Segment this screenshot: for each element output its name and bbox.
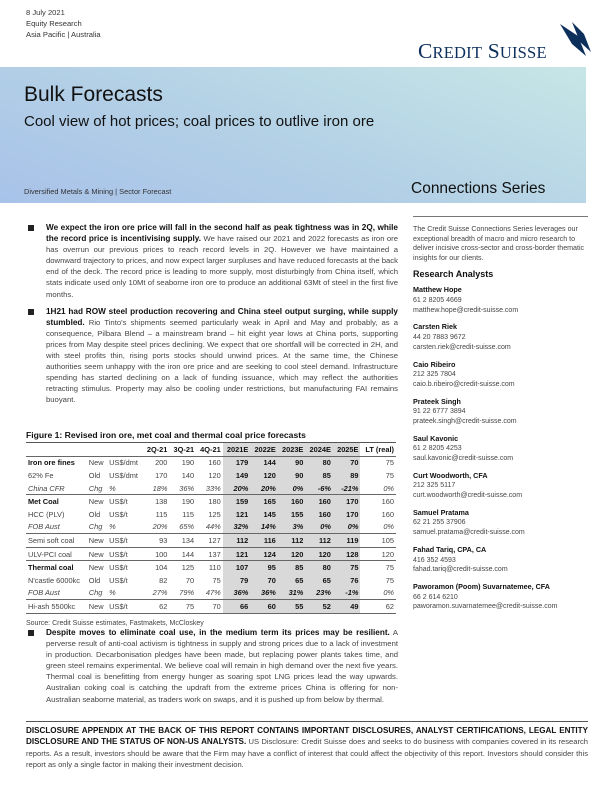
analyst-email-link[interactable]: samuel.pratama@credit-suisse.com bbox=[413, 529, 525, 537]
analyst-name: Carsten Riek bbox=[413, 322, 457, 332]
table-cell: 49 bbox=[333, 600, 361, 614]
col-header: 2024E bbox=[305, 443, 333, 457]
disclosure-lead: DISCLOSURE APPENDIX AT THE BACK OF THIS REPORT CONTAINS IMPORTANT DISCLOSURES, ANALYST CERTIFICATIONS, LEGAL ENTITY DISCLOSURE AND THE STATUS OF NON-US ANALYSTS. bbox=[26, 726, 588, 747]
report-department: Equity Research bbox=[26, 19, 82, 29]
table-cell: 36% bbox=[223, 587, 251, 600]
table-cell: 23% bbox=[305, 587, 333, 600]
analyst-card bbox=[413, 285, 588, 315]
analyst-name: Samuel Pratama bbox=[413, 507, 469, 517]
col-header: 2023E bbox=[278, 443, 306, 457]
analysts-heading: Research Analysts bbox=[413, 269, 494, 280]
table-cell: 0% bbox=[360, 482, 396, 495]
table-cell: 90 bbox=[278, 469, 306, 482]
table-header-row bbox=[26, 443, 396, 457]
table-cell: 33% bbox=[196, 482, 223, 495]
sails-icon bbox=[558, 22, 592, 58]
table-row bbox=[26, 456, 396, 469]
table-cell: 75 bbox=[385, 575, 394, 585]
table-cell: 137 bbox=[196, 547, 223, 561]
table-cell: % bbox=[107, 587, 143, 600]
disclosure-body: US Disclosure: Credit Suisse does and seeks to do business with companies covered in its research reports. As a result, investors should be aware that the Firm may have a conflict of interest that could affect the objectivity of this report. Investors should consider this report as only a single factor in making their investment decision. bbox=[26, 737, 588, 769]
analyst-phone: 66 2 614 6210 bbox=[413, 593, 458, 601]
table-cell: 170 bbox=[155, 470, 168, 480]
analyst-email-link[interactable]: caio.b.ribeiro@credit-suisse.com bbox=[413, 380, 515, 388]
table-cell: 149 bbox=[223, 469, 251, 482]
table-row bbox=[26, 508, 396, 521]
table-row bbox=[26, 482, 396, 495]
table-cell: 160 bbox=[381, 497, 394, 507]
analyst-email-link[interactable]: saul.kavonic@credit-suisse.com bbox=[413, 455, 514, 463]
analyst-name: Caio Ribeiro bbox=[413, 359, 456, 369]
bullet-body: We have raised our 2021 and 2022 forecasts as iron ore has overrun our previous prices to reach record levels in 2Q. However we have maintained a downward trajectory to prices, and now expect larger surpluses and have reduced forecasts at the back end of the deck. The record price is leading to more supply, most disturbingly from China itself, which stats indicate used only 10Mt of seaborne iron ore to produce an additional 63Mt of steel in the first five months. bbox=[46, 234, 399, 299]
table-cell: Chg bbox=[87, 521, 107, 534]
title-band bbox=[0, 67, 586, 203]
credit-suisse-logo bbox=[418, 22, 588, 64]
analyst-phone: 212 325 7804 bbox=[413, 371, 456, 379]
table-cell: 144 bbox=[250, 456, 278, 469]
series-intro: The Credit Suisse Connections Series leverages our exceptional breadth of macro and micro research to deliver incisive cross-sector and cross-border thematic insights for our clients. bbox=[413, 225, 585, 262]
table-cell: 31% bbox=[278, 587, 306, 600]
table-cell: 112 bbox=[305, 534, 333, 548]
col-header bbox=[26, 443, 87, 457]
table-cell: Chg bbox=[87, 587, 107, 600]
table-cell: US$/t bbox=[109, 575, 128, 585]
table-cell: 32% bbox=[223, 521, 251, 534]
table-cell: 65 bbox=[305, 574, 333, 587]
table-cell: 200 bbox=[155, 458, 168, 468]
col-header: 2021E bbox=[223, 443, 251, 457]
table-cell: 115 bbox=[182, 509, 195, 519]
table-cell: 159 bbox=[223, 495, 251, 508]
table-row bbox=[26, 469, 396, 482]
analyst-phone: 91 22 6777 3894 bbox=[413, 408, 466, 416]
table-cell: New bbox=[88, 563, 104, 573]
table-cell: N'castle 6000kc bbox=[28, 575, 80, 585]
table-row bbox=[26, 574, 396, 587]
table-cell: 128 bbox=[333, 547, 361, 561]
analyst-email-link[interactable]: prateek.singh@credit-suisse.com bbox=[413, 417, 517, 425]
table-cell: 27% bbox=[143, 587, 170, 600]
table-row bbox=[26, 561, 396, 574]
table-cell: -21% bbox=[333, 482, 361, 495]
table-cell: China CFR bbox=[26, 482, 87, 495]
table-row bbox=[26, 521, 396, 534]
table-cell: Met Coal bbox=[28, 497, 59, 507]
table-cell: 62% Fe bbox=[28, 470, 54, 480]
main-content bbox=[26, 222, 398, 412]
analyst-email-link[interactable]: fahad.tariq@credit-suisse.com bbox=[413, 566, 508, 574]
square-bullet-icon bbox=[28, 309, 34, 315]
table-cell: 0% bbox=[360, 587, 396, 600]
table-cell: 160 bbox=[208, 458, 221, 468]
table-cell: 36% bbox=[250, 587, 278, 600]
main-content-continued bbox=[26, 627, 398, 711]
bullet-point bbox=[26, 627, 398, 705]
analyst-name: Fahad Tariq, CPA, CA bbox=[413, 545, 487, 555]
table-cell: 20% bbox=[223, 482, 251, 495]
table-cell: US$/t bbox=[107, 600, 143, 614]
table-cell: New bbox=[87, 547, 107, 561]
table-cell: 62 bbox=[143, 600, 170, 614]
table-cell: 14% bbox=[250, 521, 278, 534]
analyst-card bbox=[413, 471, 588, 501]
table-cell: 90 bbox=[278, 456, 306, 469]
table-cell: 120 bbox=[360, 547, 396, 561]
table-cell: Old bbox=[88, 470, 101, 480]
analyst-email-link[interactable]: matthew.hope@credit-suisse.com bbox=[413, 306, 519, 314]
table-cell: 120 bbox=[305, 547, 333, 561]
table-row bbox=[26, 600, 396, 614]
table-cell: 36% bbox=[169, 482, 196, 495]
table-cell: 85 bbox=[305, 469, 333, 482]
table-cell: 138 bbox=[155, 497, 168, 507]
table-cell: 120 bbox=[250, 469, 278, 482]
table-cell: 70 bbox=[196, 600, 223, 614]
table-cell: -1% bbox=[333, 587, 361, 600]
table-cell: 70 bbox=[185, 575, 195, 585]
table-cell: 75 bbox=[333, 561, 361, 574]
bullet-lead: Despite moves to eliminate coal use, in the medium term its prices may be resilient. bbox=[46, 628, 390, 637]
col-header: 4Q-21 bbox=[196, 443, 223, 457]
table-cell: 89 bbox=[333, 469, 361, 482]
table-cell: % bbox=[107, 482, 143, 495]
table-cell: 47% bbox=[196, 587, 223, 600]
table-cell: 44% bbox=[196, 521, 223, 534]
page-title: Bulk Forecasts bbox=[24, 83, 163, 106]
table-cell: 190 bbox=[181, 497, 195, 507]
figure-1 bbox=[26, 430, 396, 627]
table-cell: 76 bbox=[333, 574, 361, 587]
table-cell: 82 bbox=[159, 575, 168, 585]
table-cell: Old bbox=[88, 575, 101, 585]
table-cell: 115 bbox=[155, 509, 168, 519]
table-cell: US$/t bbox=[107, 534, 143, 548]
table-cell: 79% bbox=[169, 587, 196, 600]
table-cell: 65 bbox=[278, 574, 306, 587]
table-cell: 110 bbox=[208, 563, 221, 573]
col-header: 2Q-21 bbox=[143, 443, 170, 457]
bullet-body: Rio Tinto's shipments seemed particularly weak in April and May and probably, as a consequence, Pilbara Blend – a mainstream brand – hit eight year lows at China ports, supporting prices from May despite steel prices declining. We expect that ore shortfall will be corrected in 2H, and with steel profits thin, rising ports stocks should unwind prices. At the same time, the Chinese authorities seem unhappy with the iron ore price and are seeking to cool steel demand. Infrastructure spending has started declining on a lack of funding issuance, which may reflect the authorities retracting stimulus. Property may also be cooling under restrictions, but manufacturing FAI remains buoyant. bbox=[46, 317, 398, 405]
table-cell: 107 bbox=[223, 561, 251, 574]
analyst-name: Saul Kavonic bbox=[413, 433, 459, 443]
analyst-card bbox=[413, 508, 588, 538]
table-cell: 75 bbox=[169, 600, 196, 614]
analyst-phone: 61 2 8205 4253 bbox=[413, 445, 462, 453]
table-cell: 145 bbox=[250, 508, 278, 521]
table-cell: 124 bbox=[250, 547, 278, 561]
table-cell: 75 bbox=[385, 563, 394, 573]
bullet-body: A perverse result of anti-coal activism is tightness in supply and strong prices due to a lack of investment in production. Decarbonisation pledges have been made, but replacing power plants takes time, and green steel remains experimental. We believe coal will remain in high demand over the next five years. Thermal coal is benefitting from energy hunger as soaring spot LNG prices lead the way upwards. Australian coking coal is catching the updraft from the extreme prices China is offering for non-Australian seaborne material, as traders work on swaps, and it is pushed up from below by thermal. bbox=[46, 628, 399, 704]
square-bullet-icon bbox=[28, 630, 34, 636]
table-cell: 0% bbox=[360, 521, 396, 534]
table-cell: 127 bbox=[196, 534, 223, 548]
table-cell: 75 bbox=[212, 575, 221, 585]
report-meta bbox=[26, 7, 101, 41]
analyst-email-link[interactable]: curt.woodworth@credit-suisse.com bbox=[413, 492, 523, 500]
table-cell: 155 bbox=[278, 508, 306, 521]
table-cell: US$/t bbox=[107, 547, 143, 561]
analyst-phone: 61 2 8205 4669 bbox=[413, 296, 462, 304]
table-cell: 66 bbox=[223, 600, 251, 614]
bullet-point bbox=[26, 222, 398, 300]
report-region: Asia Pacific | Australia bbox=[26, 30, 101, 40]
col-header bbox=[87, 443, 107, 457]
table-cell: 160 bbox=[381, 509, 394, 519]
table-cell: 104 bbox=[155, 563, 168, 573]
table-cell: 0% bbox=[305, 521, 333, 534]
col-header: 2022E bbox=[250, 443, 278, 457]
table-cell: 119 bbox=[333, 534, 361, 548]
table-cell: 120 bbox=[208, 470, 221, 480]
analyst-phone: 212 325 5117 bbox=[413, 482, 456, 490]
table-cell: 121 bbox=[223, 547, 251, 561]
analyst-name: Prateek Singh bbox=[413, 396, 461, 406]
bullet-point bbox=[26, 306, 398, 406]
table-cell: 170 bbox=[333, 495, 361, 508]
table-cell: 18% bbox=[143, 482, 170, 495]
table-cell: 95 bbox=[250, 561, 278, 574]
analyst-name: Matthew Hope bbox=[413, 285, 462, 295]
analyst-card bbox=[413, 397, 588, 427]
table-cell: US$/t bbox=[109, 497, 128, 507]
table-cell: 100 bbox=[143, 547, 170, 561]
table-cell: 140 bbox=[181, 470, 195, 480]
analyst-email-link[interactable]: paworamon.suvarnatemee@credit-suisse.com bbox=[413, 603, 558, 611]
table-cell: FOB Aust bbox=[26, 587, 87, 600]
sidebar bbox=[413, 216, 588, 619]
table-cell: 125 bbox=[208, 509, 221, 519]
page-subtitle: Cool view of hot prices; coal prices to outlive iron ore bbox=[24, 113, 375, 130]
table-cell: 62 bbox=[360, 600, 396, 614]
table-cell: -6% bbox=[305, 482, 333, 495]
table-cell: 79 bbox=[223, 574, 251, 587]
sector-label: Diversified Metals & Mining | Sector Forecast bbox=[24, 187, 172, 196]
analyst-phone: 62 21 255 37906 bbox=[413, 519, 466, 527]
table-cell: 65% bbox=[169, 521, 196, 534]
analyst-name: Curt Woodworth, CFA bbox=[413, 470, 488, 480]
col-header: 2025E bbox=[333, 443, 361, 457]
disclosure bbox=[26, 721, 588, 770]
table-cell: 125 bbox=[181, 563, 195, 573]
table-cell: % bbox=[107, 521, 143, 534]
table-cell: 105 bbox=[360, 534, 396, 548]
table-cell: New bbox=[87, 534, 107, 548]
table-cell: US$/dmt bbox=[109, 470, 138, 480]
table-cell: 112 bbox=[278, 534, 306, 548]
table-cell: 179 bbox=[223, 456, 251, 469]
table-cell: Old bbox=[88, 509, 101, 519]
series-label: Connections Series bbox=[411, 180, 546, 197]
table-row bbox=[26, 547, 396, 561]
table-cell: 75 bbox=[385, 458, 394, 468]
table-cell: US$/t bbox=[109, 563, 128, 573]
table-cell: 80 bbox=[305, 456, 333, 469]
table-cell: 120 bbox=[278, 547, 306, 561]
logo-wordmark: CREDIT SUISSE bbox=[418, 39, 547, 63]
table-cell: 134 bbox=[169, 534, 196, 548]
table-cell: New bbox=[88, 497, 104, 507]
table-cell: 20% bbox=[143, 521, 170, 534]
table-cell: 75 bbox=[385, 470, 394, 480]
table-cell: 0% bbox=[278, 482, 306, 495]
table-cell: 3% bbox=[278, 521, 306, 534]
bullet-lead: We expect the iron ore price will fall in the second half as peak tightness was in 2Q, while the record price is incentivising supply. bbox=[46, 223, 398, 244]
analyst-phone: 44 20 7883 9672 bbox=[413, 333, 466, 341]
table-cell: Chg bbox=[87, 482, 107, 495]
table-cell: 160 bbox=[305, 495, 333, 508]
table-cell: US$/dmt bbox=[109, 458, 138, 468]
table-cell: 70 bbox=[333, 456, 361, 469]
square-bullet-icon bbox=[28, 225, 34, 231]
table-cell: ULV-PCI coal bbox=[26, 547, 87, 561]
table-cell: 93 bbox=[143, 534, 170, 548]
analyst-card bbox=[413, 545, 588, 575]
table-cell: New bbox=[87, 600, 107, 614]
table-cell: 0% bbox=[333, 521, 361, 534]
table-cell: 80 bbox=[305, 561, 333, 574]
table-cell: 190 bbox=[181, 458, 195, 468]
table-cell: Iron ore fines bbox=[28, 458, 75, 468]
analyst-card bbox=[413, 360, 588, 390]
table-cell: Thermal coal bbox=[28, 563, 74, 573]
table-cell: New bbox=[88, 458, 104, 468]
analyst-card bbox=[413, 582, 588, 612]
table-cell: Hi-ash 5500kc bbox=[26, 600, 87, 614]
figure-title: Figure 1: Revised iron ore, met coal and thermal coal price forecasts bbox=[26, 430, 306, 440]
col-header: 3Q-21 bbox=[169, 443, 196, 457]
table-cell: 55 bbox=[278, 600, 306, 614]
table-cell: 85 bbox=[278, 561, 306, 574]
bullet-lead: 1H21 had ROW steel production recovering and China steel output surging, while supply stumbled. bbox=[46, 306, 398, 327]
table-cell: 180 bbox=[208, 497, 221, 507]
analyst-name: Paworamon (Poom) Suvarnatemee, CFA bbox=[413, 582, 550, 592]
table-row bbox=[26, 534, 396, 548]
report-date: 8 July 2021 bbox=[26, 8, 65, 17]
analyst-list bbox=[413, 285, 588, 612]
analyst-email-link[interactable]: carsten.riek@credit-suisse.com bbox=[413, 343, 511, 351]
analyst-phone: 416 352 4593 bbox=[413, 556, 456, 564]
analyst-card bbox=[413, 434, 588, 464]
table-row bbox=[26, 587, 396, 600]
analyst-card bbox=[413, 322, 588, 352]
table-cell: 160 bbox=[278, 495, 306, 508]
col-header bbox=[107, 443, 143, 457]
table-cell: 170 bbox=[333, 508, 361, 521]
table-cell: FOB Aust bbox=[26, 521, 87, 534]
table-cell: Semi soft coal bbox=[26, 534, 87, 548]
table-cell: 52 bbox=[305, 600, 333, 614]
col-header: LT (real) bbox=[360, 443, 396, 457]
table-cell: 112 bbox=[223, 534, 251, 548]
table-cell: 70 bbox=[250, 574, 278, 587]
table-cell: HCC (PLV) bbox=[28, 509, 65, 519]
table-cell: 165 bbox=[250, 495, 278, 508]
table-cell: 121 bbox=[223, 508, 251, 521]
table-cell: 144 bbox=[169, 547, 196, 561]
table-cell: 60 bbox=[250, 600, 278, 614]
table-cell: 116 bbox=[250, 534, 278, 548]
table-cell: 20% bbox=[250, 482, 278, 495]
figure-source: Source: Credit Suisse estimates, Fastmakets, McCloskey bbox=[26, 619, 204, 627]
table-cell: 160 bbox=[305, 508, 333, 521]
table-row bbox=[26, 495, 396, 508]
table-cell: US$/t bbox=[109, 509, 128, 519]
forecast-table bbox=[26, 442, 396, 614]
